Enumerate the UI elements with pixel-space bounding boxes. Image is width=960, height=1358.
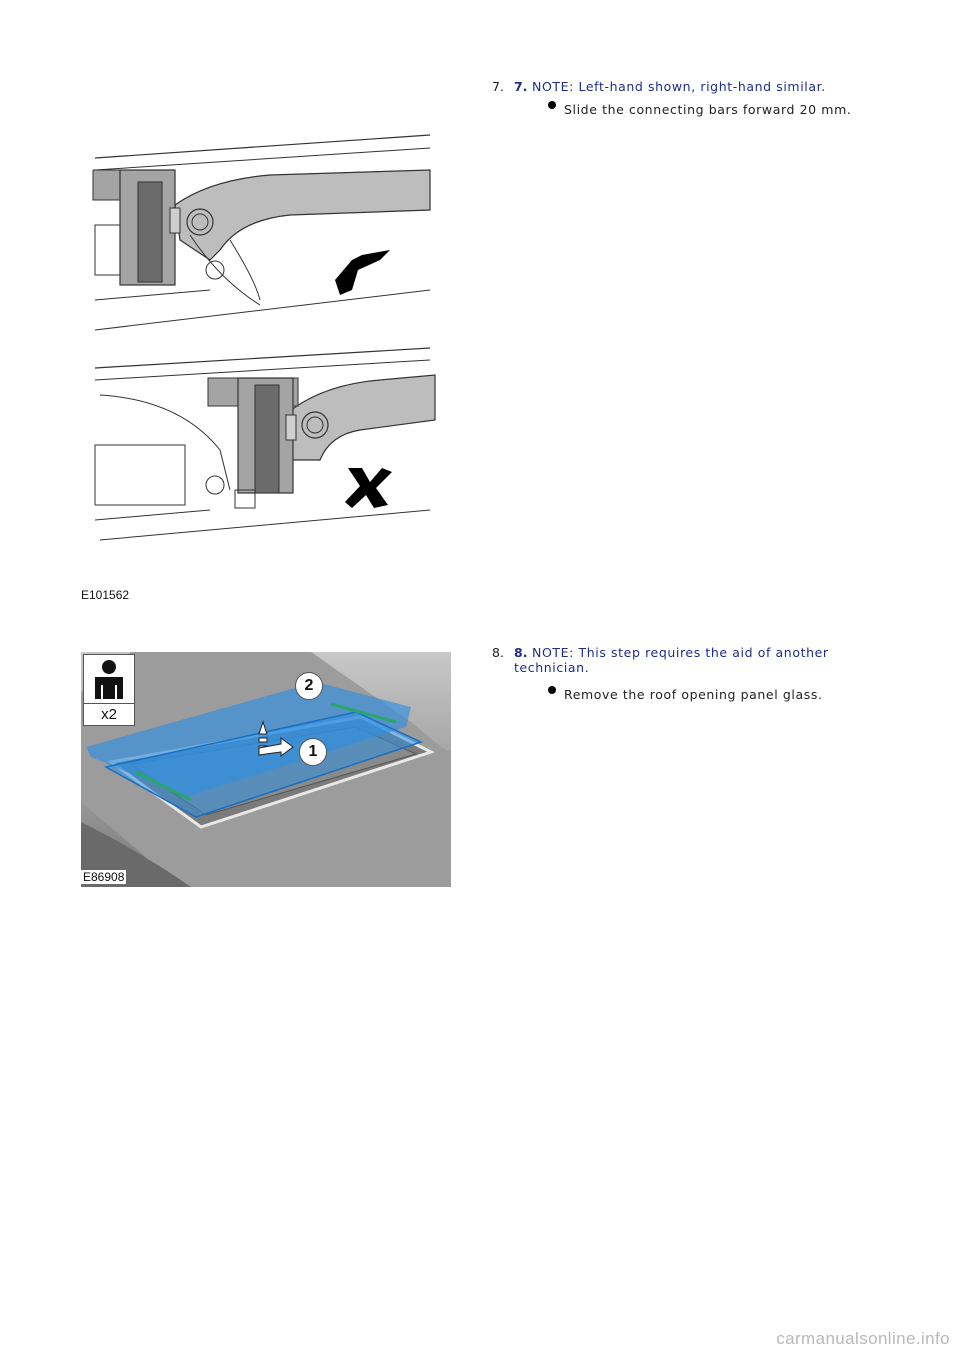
- callout-1: 1: [299, 738, 327, 766]
- figure-label-e101562: E101562: [81, 588, 130, 602]
- watermark-text: carmanualsonline.info: [776, 1329, 950, 1348]
- incorrect-position-illustration: [95, 348, 435, 540]
- person-icon: [84, 655, 134, 703]
- step-8-note: [514, 645, 844, 675]
- step-7-bullet-text: Slide the connecting bars forward 20 mm.: [564, 102, 852, 117]
- callout-2: 2: [295, 672, 323, 700]
- correct-position-illustration: [93, 135, 430, 330]
- step-7-bold-number: 7.: [514, 79, 528, 94]
- cross-mark-icon: [345, 468, 392, 508]
- figure-label-e86908: E86908: [83, 870, 125, 884]
- connecting-bar-figure: [90, 130, 450, 545]
- step-7-number: 7.: [492, 79, 504, 94]
- step-8-bullet-text: Remove the roof opening panel glass.: [564, 687, 823, 702]
- step-8-number: 8.: [492, 645, 504, 660]
- two-person-badge: [83, 654, 135, 726]
- bullet-dot-icon: [548, 686, 556, 694]
- check-mark-icon: [335, 250, 390, 295]
- person-count: x2: [84, 703, 134, 725]
- roof-glass-illustration: [81, 652, 451, 887]
- step-7-note: [514, 79, 826, 94]
- step-8-note-line2: technician.: [514, 660, 590, 675]
- bullet-dot-icon: [548, 101, 556, 109]
- step-7-note-text: NOTE: Left-hand shown, right-hand similar.: [532, 79, 826, 94]
- step-8-bold-number: 8.: [514, 645, 528, 660]
- roof-panel-figure: [81, 652, 451, 887]
- step-8-note-line1: NOTE: This step requires the aid of another: [532, 645, 829, 660]
